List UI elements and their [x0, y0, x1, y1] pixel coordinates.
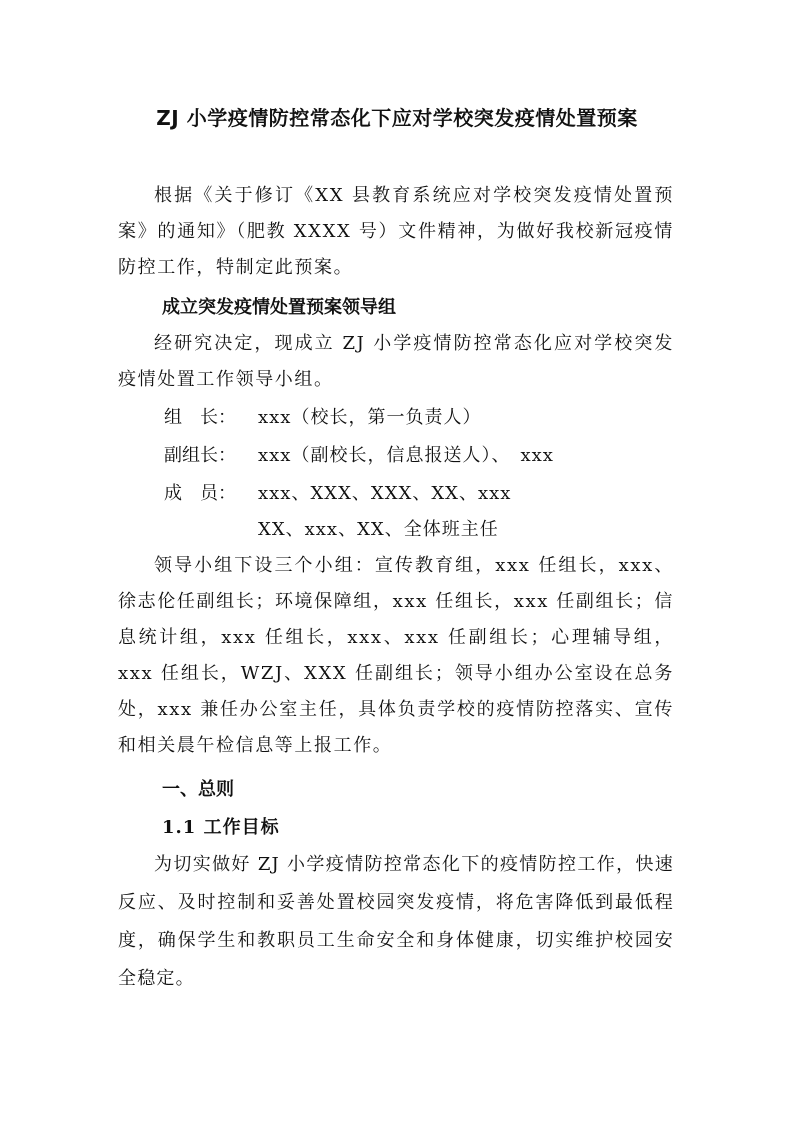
- deputy-label: 副组长：: [164, 445, 236, 466]
- leader-row: [164, 400, 684, 436]
- intro-paragraph: 根据《关于修订《XX 县教育系统应对学校突发疫情处置预案》的通知》（肥教 XXXX 号）文件精神，为做好我校新冠疫情防控工作，特制定此预案。: [118, 185, 674, 278]
- leader-value: xxx（校长，第一负责人）: [258, 407, 482, 428]
- subgroups-paragraph: 领导小组下设三个小组：宣传教育组，xxx 任组长，xxx、徐志伦任副组长；环境保障组，xxx 任组长，xxx 任副组长；信息统计组，xxx 任组长，xxx、xxx 任副组长；心理辅导组，xxx 任组长，WZJ、XXX 任副组长；领导小组办公室设在总务处，xxx 兼任办公室主任，具体负责学校的疫情防控落实、宣传和相关晨午检信息等上报工作。: [118, 555, 674, 756]
- work-goal-paragraph: 为切实做好 ZJ 小学疫情防控常态化下的疫情防控工作，快速反应、及时控制和妥善处置校园突发疫情，将危害降低到最低程度，确保学生和教职员工生命安全和身体健康，切实维护校园安全稳定。: [118, 854, 674, 989]
- decision-paragraph: 经研究决定，现成立 ZJ 小学疫情防控常态化应对学校突发疫情处置工作领导小组。: [118, 333, 674, 390]
- members-row-continued: [258, 512, 778, 548]
- document-title: ZJ 小学疫情防控常态化下应对学校突发疫情处置预案: [156, 106, 638, 130]
- leadership-heading: 成立突发疫情处置预案领导组: [162, 297, 396, 318]
- general-heading: 一、总则: [162, 779, 234, 800]
- work-goal-heading: 1.1 工作目标: [162, 817, 280, 838]
- deputy-row: [164, 438, 684, 474]
- deputy-value: xxx（副校长，信息报送人）、 xxx: [258, 445, 554, 466]
- members-label: 成 员：: [164, 483, 236, 504]
- members-value-line1: xxx、XXX、XXX、XX、xxx: [258, 483, 512, 504]
- members-row: [164, 476, 684, 512]
- members-value-line2: XX、xxx、XX、全体班主任: [258, 519, 499, 540]
- leader-label: 组 长：: [164, 407, 236, 428]
